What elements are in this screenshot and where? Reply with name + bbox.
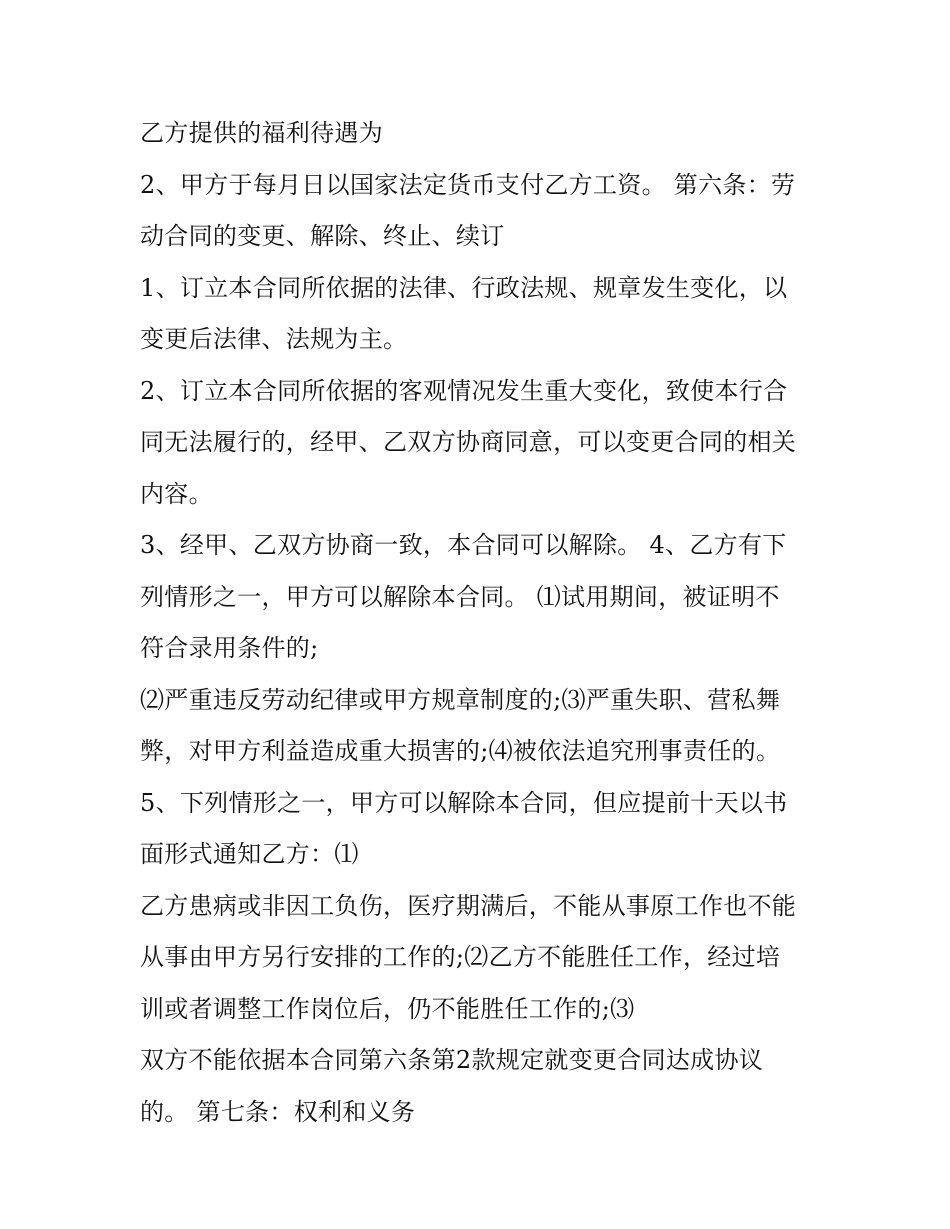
text-line: 2、订立本合同所依据的客观情况发生重大变化，致使本行合: [140, 376, 788, 405]
text-line: 符合录用条件的;: [140, 634, 319, 662]
text-line: 双方不能依据本合同第六条第2款规定就变更合同达成协议: [140, 1046, 764, 1074]
text-line: 从事由甲方另行安排的工作的;⑵乙方不能胜任工作，经过培: [140, 943, 781, 971]
text-line: 1、订立本合同所依据的法律、行政法规、规章发生变化，以: [140, 273, 788, 302]
text-line: 动合同的变更、解除、终止、续订: [140, 222, 505, 250]
document-body: [140, 108, 830, 1138]
text-line: 的。 第七条：权利和义务: [140, 1097, 416, 1126]
text-line: 变更后法律、法规为主。: [140, 325, 408, 353]
text-line: 面形式通知乙方：⑴: [140, 840, 359, 868]
text-line: 训或者调整工作岗位后，仍不能胜任工作的;⑶: [140, 994, 635, 1023]
text-line: 2、甲方于每月日以国家法定货币支付乙方工资。 第六条：劳: [140, 170, 796, 199]
text-line: 乙方提供的福利待遇为: [140, 119, 383, 147]
text-line: ⑵严重违反劳动纪律或甲方规章制度的;⑶严重失职、营私舞: [140, 685, 781, 714]
text-line: 5、下列情形之一，甲方可以解除本合同，但应提前十天以书: [140, 788, 788, 817]
text-line: 乙方患病或非因工负伤，医疗期满后，不能从事原工作也不能: [140, 891, 797, 920]
text-line: 列情形之一，甲方可以解除本合同。 ⑴试用期间，被证明不: [140, 582, 780, 611]
text-line: 内容。: [140, 479, 213, 508]
text-line: 同无法履行的，经甲、乙双方协商同意，可以变更合同的相关: [140, 428, 797, 456]
text-line: 弊，对甲方利益造成重大损害的;⑷被依法追究刑事责任的。: [140, 737, 781, 765]
text-line: 3、经甲、乙双方协商一致，本合同可以解除。 4、乙方有下: [140, 531, 787, 559]
